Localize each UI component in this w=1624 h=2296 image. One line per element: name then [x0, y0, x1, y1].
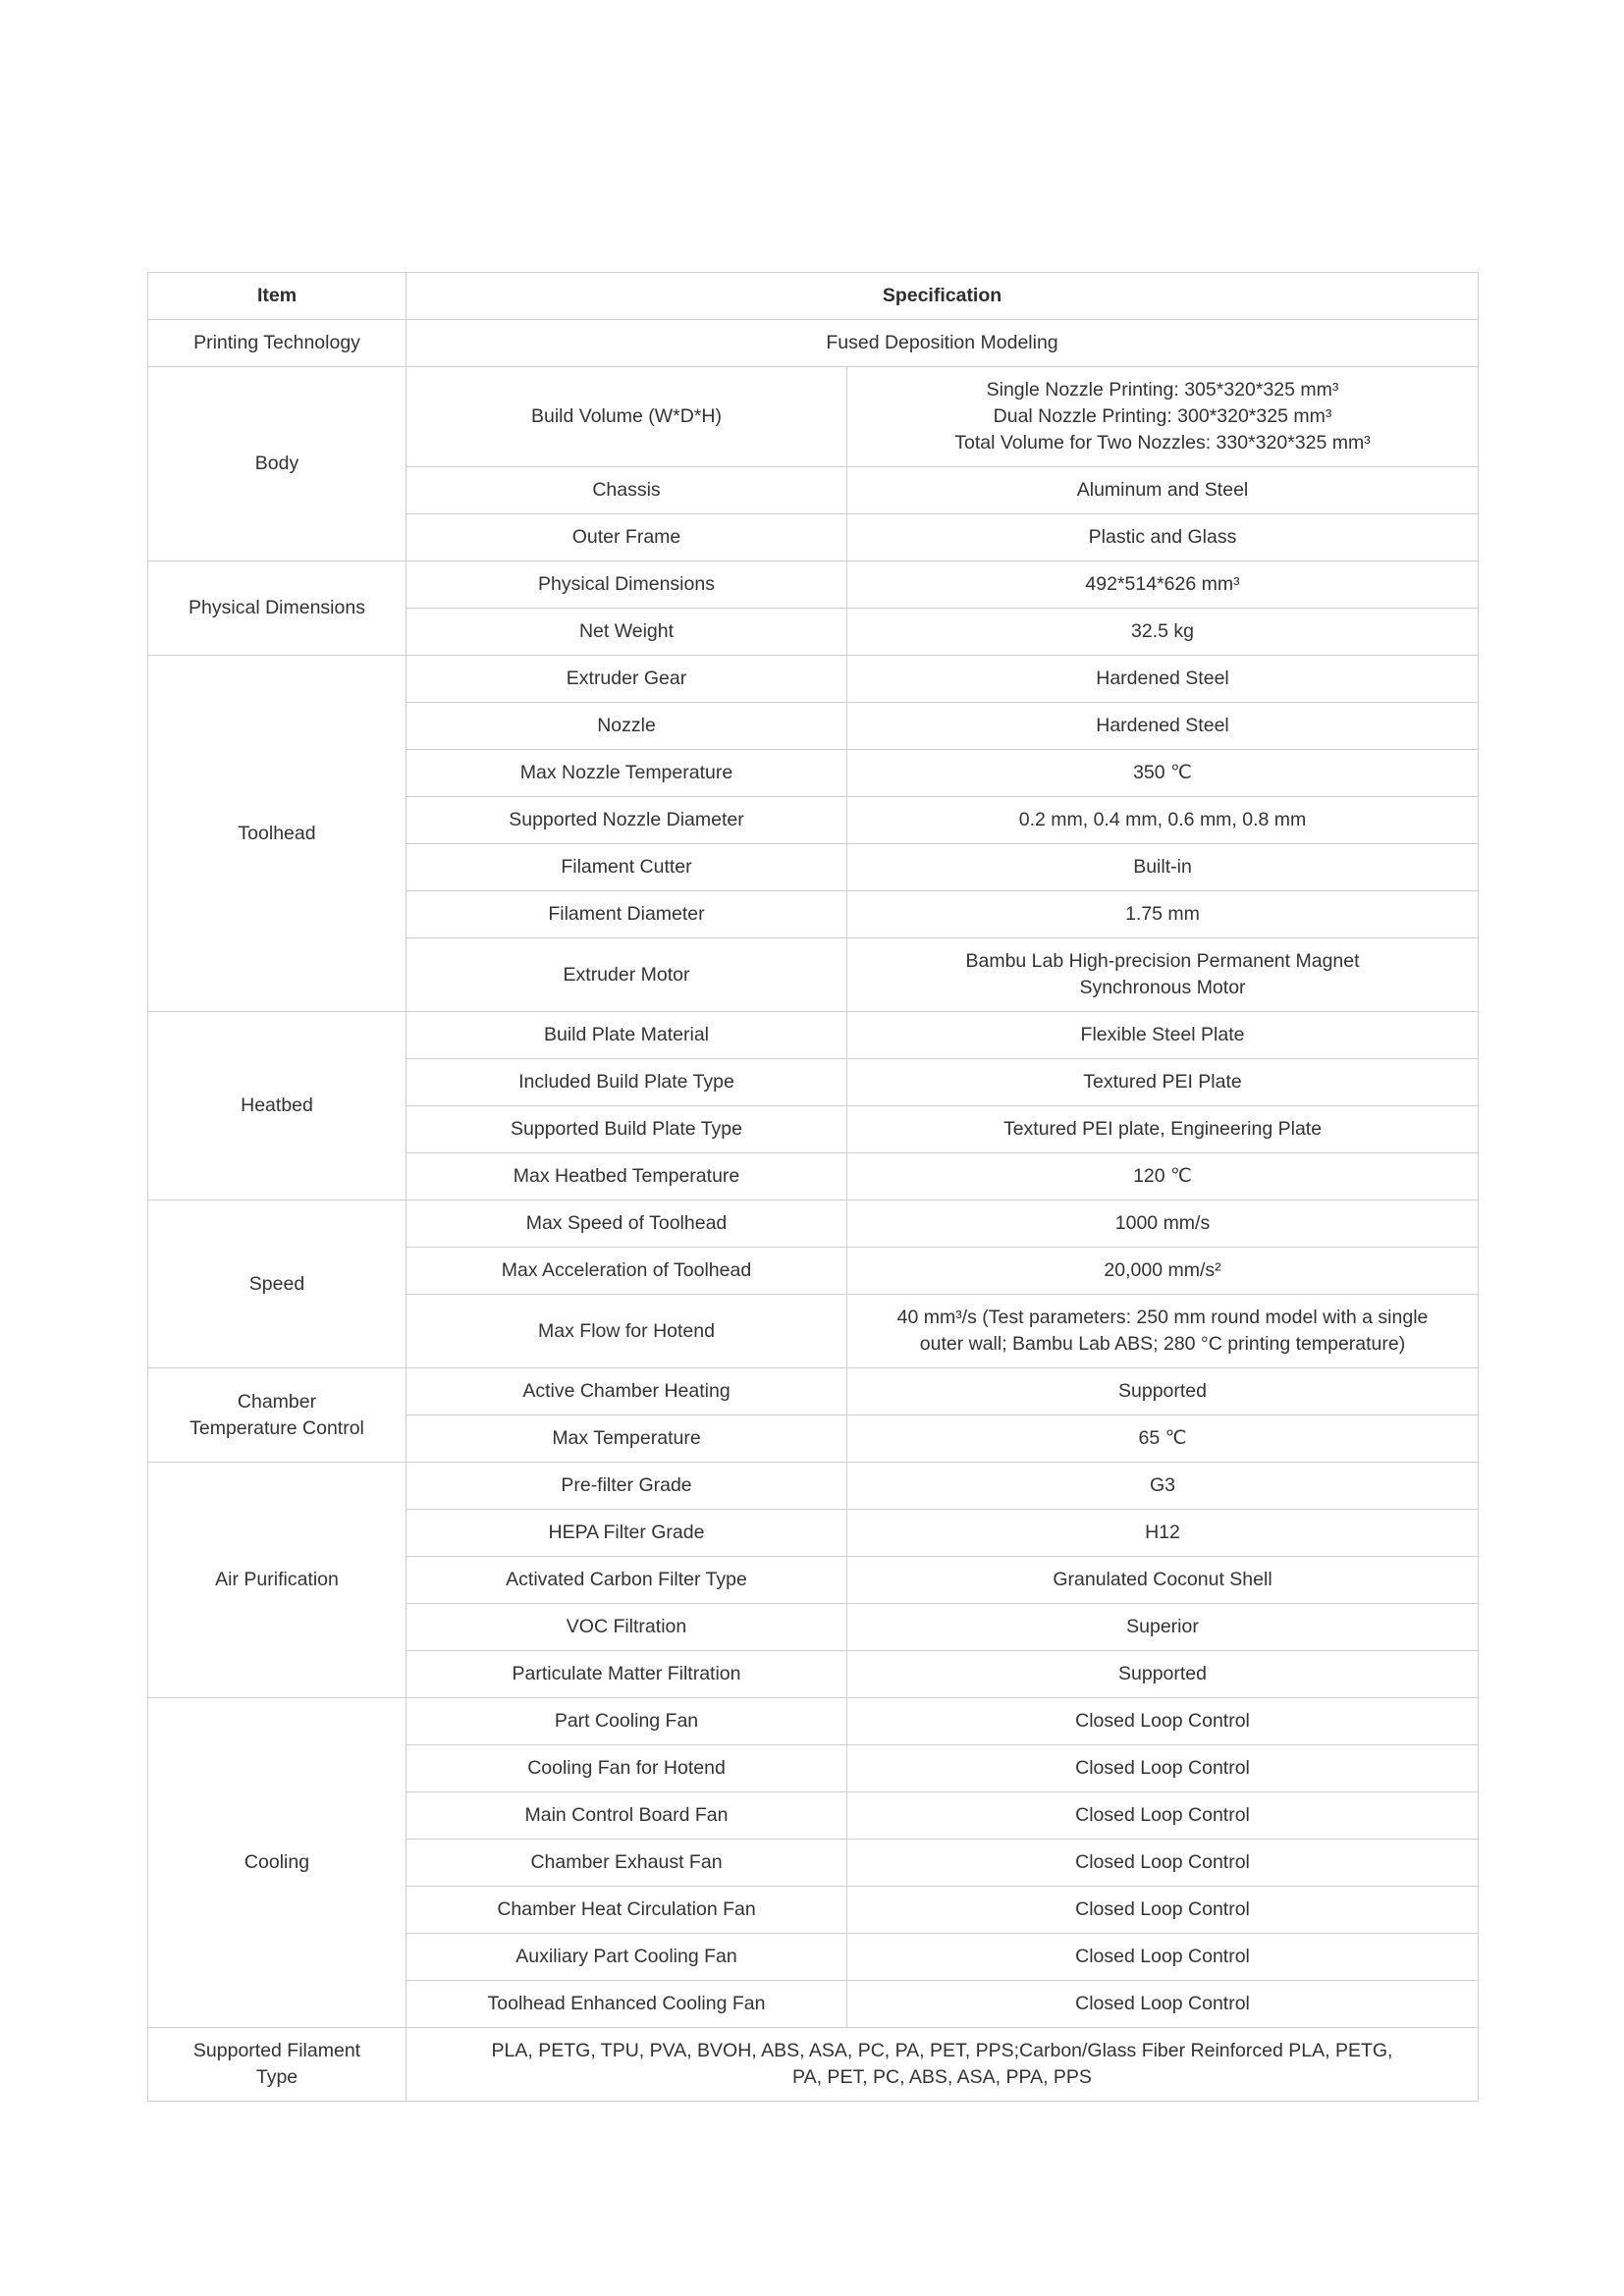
value-cell: [847, 1651, 1479, 1698]
text-line: Built-in: [1133, 856, 1192, 878]
item-cell: Max Nozzle Temperature: [406, 750, 847, 797]
value-cell: [847, 1201, 1479, 1248]
text-line: Total Volume for Two Nozzles: 330*320*325 mm³: [954, 432, 1371, 454]
text-line: 20,000 mm/s²: [1104, 1259, 1221, 1281]
item-cell: Max Heatbed Temperature: [406, 1153, 847, 1201]
table-row: [148, 561, 1479, 609]
value-cell: [847, 609, 1479, 656]
text-line: 40 mm³/s (Test parameters: 250 mm round model with a single: [896, 1307, 1429, 1328]
value-cell: [847, 1106, 1479, 1153]
value-cell: [847, 1887, 1479, 1934]
value-cell: [847, 1510, 1479, 1557]
item-cell: Filament Cutter: [406, 844, 847, 891]
header-specification: Specification: [406, 273, 1479, 320]
text-line: 65 ℃: [1138, 1427, 1187, 1449]
item-cell: Filament Diameter: [406, 891, 847, 938]
value-cell: [847, 797, 1479, 844]
category-cell: Physical Dimensions: [148, 561, 406, 656]
item-cell: Chassis: [406, 467, 847, 514]
value-cell: [847, 1604, 1479, 1651]
value-cell: [847, 750, 1479, 797]
value-cell: [847, 703, 1479, 750]
category-cell: Toolhead: [148, 656, 406, 1012]
text-line: Closed Loop Control: [1075, 1898, 1250, 1920]
table-row: [148, 2028, 1479, 2102]
text-line: Textured PEI Plate: [1083, 1071, 1242, 1093]
text-line: Closed Loop Control: [1075, 1946, 1250, 1967]
value-cell: [847, 1415, 1479, 1463]
text-line: Synchronous Motor: [1079, 977, 1246, 998]
text-line: Type: [255, 2066, 298, 2088]
table-row: [148, 1698, 1479, 1745]
item-cell: Build Plate Material: [406, 1012, 847, 1059]
value-cell: [847, 1981, 1479, 2028]
text-line: H12: [1145, 1522, 1180, 1543]
value-cell: [847, 1698, 1479, 1745]
value-cell: [847, 1792, 1479, 1840]
item-cell: Chamber Heat Circulation Fan: [406, 1887, 847, 1934]
text-line: 350 ℃: [1133, 762, 1192, 783]
item-cell: Part Cooling Fan: [406, 1698, 847, 1745]
header-item: Item: [148, 273, 406, 320]
item-cell: Particulate Matter Filtration: [406, 1651, 847, 1698]
item-cell: Build Volume (W*D*H): [406, 367, 847, 467]
text-line: Flexible Steel Plate: [1080, 1024, 1245, 1045]
specification-table: [147, 272, 1479, 2102]
text-line: Temperature Control: [189, 1416, 364, 1439]
text-line: Superior: [1126, 1616, 1199, 1637]
item-cell: Chamber Exhaust Fan: [406, 1840, 847, 1887]
text-line: Closed Loop Control: [1075, 1804, 1250, 1826]
text-line: Aluminum and Steel: [1076, 479, 1249, 501]
text-line: Granulated Coconut Shell: [1053, 1569, 1272, 1590]
text-line: 0.2 mm, 0.4 mm, 0.6 mm, 0.8 mm: [1018, 809, 1307, 830]
category-cell: Printing Technology: [148, 320, 406, 367]
category-cell: [148, 2028, 406, 2102]
text-line: Closed Loop Control: [1075, 1851, 1250, 1873]
value-cell: [847, 938, 1479, 1012]
item-cell: Pre-filter Grade: [406, 1463, 847, 1510]
value-cell: [847, 1059, 1479, 1106]
value-cell: [847, 1368, 1479, 1415]
text-line: Textured PEI plate, Engineering Plate: [1002, 1118, 1323, 1140]
text-line: PLA, PETG, TPU, PVA, BVOH, ABS, ASA, PC, PA, PET, PPS;Carbon/Glass Fiber Reinforced PLA, PETG,: [491, 2040, 1393, 2061]
value-cell: Fused Deposition Modeling: [406, 320, 1479, 367]
item-cell: Main Control Board Fan: [406, 1792, 847, 1840]
text-line: 492*514*626 mm³: [1085, 573, 1240, 595]
text-line: outer wall; Bambu Lab ABS; 280 °C printing temperature): [919, 1333, 1406, 1355]
item-cell: Supported Nozzle Diameter: [406, 797, 847, 844]
text-line: 32.5 kg: [1131, 620, 1194, 642]
item-cell: Toolhead Enhanced Cooling Fan: [406, 1981, 847, 2028]
value-cell: [847, 1248, 1479, 1295]
item-cell: VOC Filtration: [406, 1604, 847, 1651]
value-cell: [847, 1840, 1479, 1887]
category-cell: Heatbed: [148, 1012, 406, 1201]
value-cell: [847, 467, 1479, 514]
item-cell: Physical Dimensions: [406, 561, 847, 609]
item-cell: Activated Carbon Filter Type: [406, 1557, 847, 1604]
value-cell: [847, 1934, 1479, 1981]
text-line: Closed Loop Control: [1075, 1757, 1250, 1779]
value-cell: [847, 844, 1479, 891]
item-cell: Extruder Gear: [406, 656, 847, 703]
item-cell: Net Weight: [406, 609, 847, 656]
text-line: Closed Loop Control: [1075, 1993, 1250, 2014]
item-cell: Supported Build Plate Type: [406, 1106, 847, 1153]
category-cell: Air Purification: [148, 1463, 406, 1698]
category-cell: [148, 1368, 406, 1463]
text-line: Hardened Steel: [1096, 715, 1229, 736]
table-row: [148, 1201, 1479, 1248]
text-line: 1.75 mm: [1125, 903, 1200, 925]
text-line: Plastic and Glass: [1088, 526, 1237, 548]
item-cell: Max Speed of Toolhead: [406, 1201, 847, 1248]
value-cell: [847, 367, 1479, 467]
item-cell: Nozzle: [406, 703, 847, 750]
item-cell: Cooling Fan for Hotend: [406, 1745, 847, 1792]
item-cell: Auxiliary Part Cooling Fan: [406, 1934, 847, 1981]
item-cell: Max Acceleration of Toolhead: [406, 1248, 847, 1295]
value-cell: [847, 514, 1479, 561]
header-row: [148, 273, 1479, 320]
text-line: 120 ℃: [1133, 1165, 1192, 1187]
value-cell: [847, 1463, 1479, 1510]
text-line: Closed Loop Control: [1075, 1710, 1250, 1732]
category-cell: Cooling: [148, 1698, 406, 2028]
category-cell: Speed: [148, 1201, 406, 1368]
table-row: [148, 1368, 1479, 1415]
table-row: [148, 1463, 1479, 1510]
category-cell: Body: [148, 367, 406, 561]
text-line: Supported: [1118, 1380, 1207, 1402]
value-cell: [847, 656, 1479, 703]
table-row: [148, 367, 1479, 467]
value-cell: [847, 1557, 1479, 1604]
text-line: Chamber: [237, 1390, 317, 1413]
text-line: Supported Filament: [192, 2040, 361, 2061]
text-line: PA, PET, PC, ABS, ASA, PPA, PPS: [792, 2066, 1092, 2088]
value-cell: [847, 891, 1479, 938]
item-cell: Active Chamber Heating: [406, 1368, 847, 1415]
table-row: [148, 1012, 1479, 1059]
item-cell: Included Build Plate Type: [406, 1059, 847, 1106]
text-line: Supported: [1118, 1663, 1207, 1684]
value-cell: [406, 2028, 1479, 2102]
text-line: G3: [1149, 1474, 1175, 1496]
table-row: [148, 656, 1479, 703]
item-cell: Extruder Motor: [406, 938, 847, 1012]
value-cell: [847, 1153, 1479, 1201]
text-line: Bambu Lab High-precision Permanent Magnet: [965, 950, 1360, 972]
item-cell: Max Flow for Hotend: [406, 1295, 847, 1368]
item-cell: Outer Frame: [406, 514, 847, 561]
value-cell: [847, 1295, 1479, 1368]
item-cell: Max Temperature: [406, 1415, 847, 1463]
table-row: [148, 320, 1479, 367]
text-line: Dual Nozzle Printing: 300*320*325 mm³: [993, 405, 1332, 427]
value-cell: [847, 561, 1479, 609]
text-line: Hardened Steel: [1096, 667, 1229, 689]
value-cell: [847, 1012, 1479, 1059]
value-cell: [847, 1745, 1479, 1792]
text-line: 1000 mm/s: [1114, 1212, 1211, 1234]
item-cell: HEPA Filter Grade: [406, 1510, 847, 1557]
text-line: Single Nozzle Printing: 305*320*325 mm³: [986, 379, 1339, 400]
